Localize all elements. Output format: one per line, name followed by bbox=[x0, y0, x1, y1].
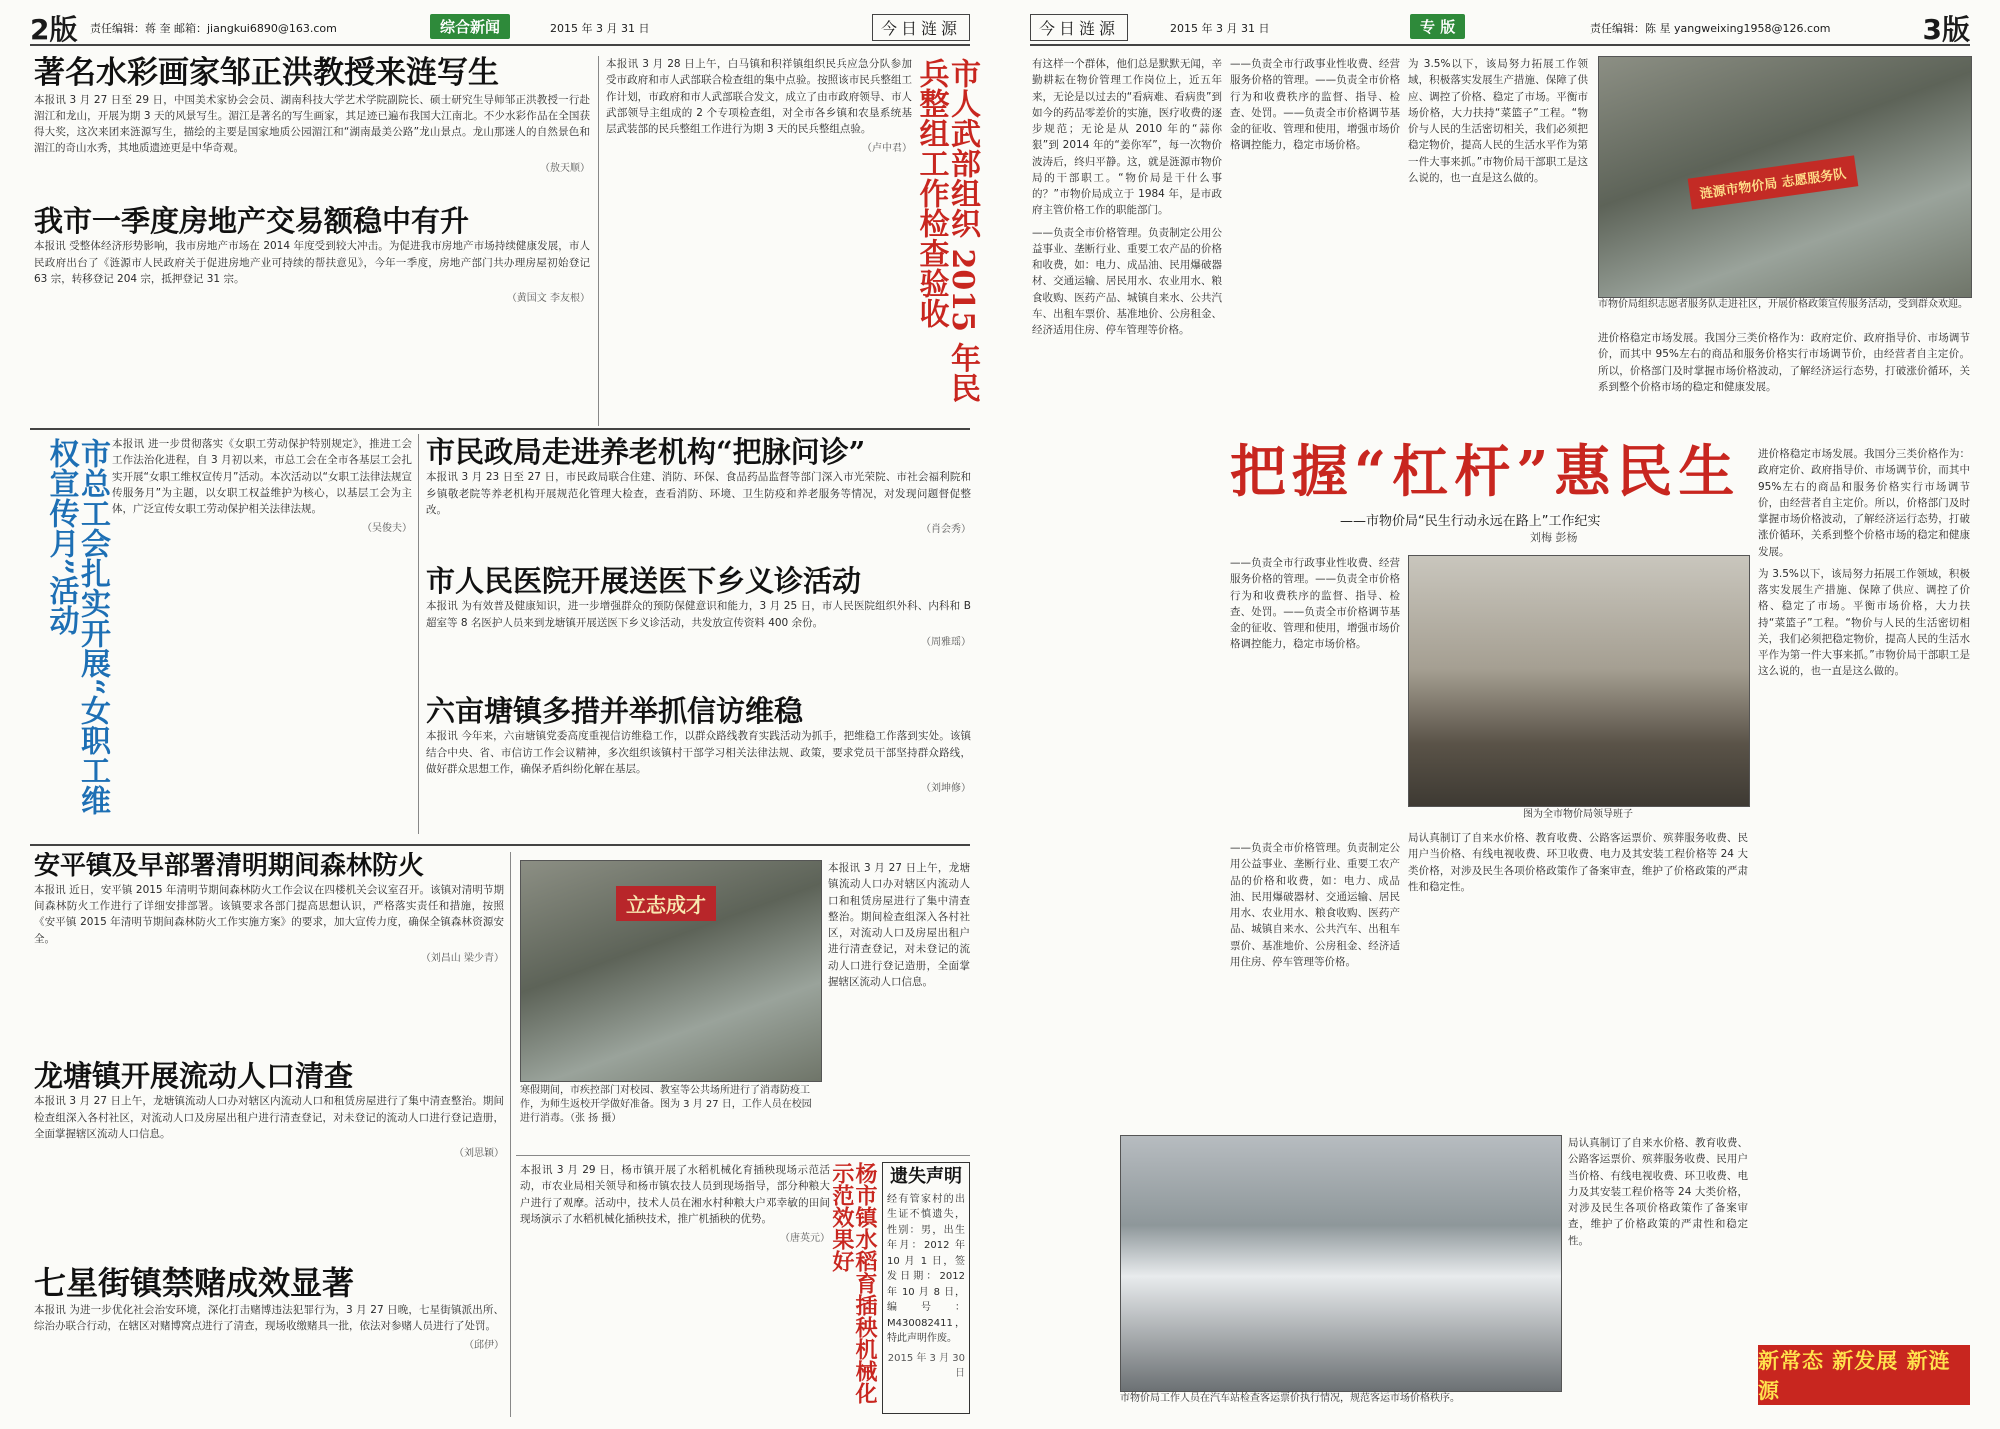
article-column-fill bbox=[828, 860, 970, 1150]
headline-author: 刘梅 彭杨 bbox=[1530, 531, 1578, 545]
yangshi-title: 杨市镇水稻育插秧机械化示范效果好 bbox=[828, 1162, 878, 1404]
page-number: 2版 bbox=[30, 13, 78, 46]
lost-notice-title: 遗失声明 bbox=[890, 1166, 962, 1187]
article-author: （唐英元） bbox=[780, 1233, 830, 1245]
price-bureau-column-6 bbox=[1758, 446, 1970, 1336]
price-bureau-column-3 bbox=[1408, 56, 1588, 436]
price-bureau-column-7 bbox=[1408, 830, 1748, 1130]
article-author: （刘坤修） bbox=[921, 783, 971, 795]
article-body: 本报讯 3 月 27 日至 29 日，中国美术家协会会员、湖南科技大学艺术学院副院长、硕士研究生导师邹正洪教授一行赴湄江和龙山，开展为期 3 天的风景写生。湄江是著名的写生画家，其足迹已遍布我国大江南北。不少水彩作品在全国获得大奖，这次来团来涟源写生，描绘的主要是国家地质公园湄江和“湖南最美公路”龙山景点。龙山那迷人的自然景色和湄江的奇山水秀，其地质遗迹更是中华奇观。 bbox=[34, 93, 590, 155]
price-bureau-column-2 bbox=[1230, 56, 1400, 436]
bus-caption: 市物价局工作人员在汽车站检查客运票价执行情况，规范客运市场价格秩序。 bbox=[1120, 1393, 1460, 1404]
left-page-header bbox=[30, 8, 970, 46]
column-divider bbox=[418, 434, 419, 834]
meeting-photo bbox=[1408, 555, 1750, 807]
article-author: （敖天顺） bbox=[540, 162, 590, 174]
price-bureau-column-9 bbox=[1568, 1135, 1748, 1420]
volunteers-caption: 市物价局组织志愿者服务队走进社区，开展价格政策宣传服务活动，受到群众欢迎。 bbox=[1598, 299, 1968, 310]
militia-title: 市人武部组织 2015 年民兵整组工作检查验收 bbox=[913, 58, 980, 403]
article-civil-affairs bbox=[426, 436, 971, 556]
article-title: 六亩塘镇多措并举抓信访维稳 bbox=[426, 695, 804, 728]
volunteers-banner: 涟源市物价局 志愿服务队 bbox=[1688, 155, 1858, 209]
headline-subtitle: ——市物价局“民生行动永远在路上”工作纪实 bbox=[1340, 514, 1601, 530]
price-bureau-body-b2: ——负责全市价格管理。负责制定公用公益事业、垄断行业、重要工农产品的价格和收费，如：电力、成品油、民用爆破器材、交通运输、居民用水、农业用水、粮食收购、医药产品、城镇自来水、公共汽车、出租车票价、基准地价、公房租金、经济适用住房、停车管理等价格。 bbox=[1230, 842, 1400, 968]
horizontal-divider bbox=[516, 1155, 970, 1156]
article-author: （肖会秀） bbox=[921, 524, 971, 536]
price-bureau-headline bbox=[1230, 440, 1750, 550]
classroom-banner: 立志成才 bbox=[616, 886, 716, 921]
article-title: 龙塘镇开展流动人口清查 bbox=[34, 1060, 354, 1093]
price-bureau-column-8 bbox=[1230, 840, 1400, 1120]
article-qixing bbox=[34, 1265, 504, 1420]
article-body: 本报讯 3 月 23 日至 27 日，市民政局联合住建、消防、环保、食品药品监督等部门深入市光荣院、市社会福利院和乡镇敬老院等养老机构开展规范化管理大检查，查看消防、环境、卫生防疫和养老服务等情况，对发现问题督促整改。 bbox=[426, 471, 971, 516]
article-body: 本报讯 为进一步优化社会治安环境，深化打击赌博违法犯罪行为，3 月 27 日晚，七星街镇派出所、综治办联合行动，在辖区对赌博窝点进行了清查，现场收缴赌具一批，依法对参赌人员进行了处罚。 bbox=[34, 1303, 504, 1333]
article-hospital bbox=[426, 565, 971, 685]
article-author: （周雅瑶） bbox=[921, 636, 971, 648]
article-real-estate bbox=[34, 205, 590, 420]
newspaper-brand: 今日涟源 bbox=[872, 14, 970, 41]
article-author: （刘昌山 梁少青） bbox=[420, 952, 504, 964]
price-bureau-body-b: ——负责全市价格管理。负责制定公用公益事业、垄断行业、重要工农产品的价格和收费，如：电力、成品油、民用爆破器材、交通运输、居民用水、农业用水、粮食收购、医药产品、城镇自来水、公共汽车、出租车票价、基准地价、公房租金、经济适用住房、停车管理等价格。 bbox=[1032, 226, 1222, 337]
section-label: 综合新闻 bbox=[430, 14, 510, 39]
classroom-caption: 寒假期间，市疾控部门对校园、教室等公共场所进行了消毒防疫工作，为师生返校开学做好准备。图为 3 月 27 日，工作人员在校园进行消毒。（张 扬 摄） bbox=[520, 1085, 812, 1124]
article-anping bbox=[34, 852, 504, 1052]
price-bureau-body-e2: 局认真制订了自来水价格、教育收费、公路客运票价、殡葬服务收费、民用户当价格、有线电视收费、环卫收费、电力及其安装工程价格等 24 大类价格，对涉及民生各项价格政策作了备案审查，维护了价格政策的严肃性和稳定性。 bbox=[1568, 1137, 1748, 1247]
article-body: 本报讯 3 月 28 日上午，白马镇和积祥镇组织民兵应急分队参加受市政府和市人武部联合检查组的集中点验。按照该市民兵整组工作计划，市政府和市人武部联合发文，成立了由市政府领导、市人武部领导主组成的 2 个专项检查组，对全市各乡镇和农垦系统基层武装部的民兵整组工作进行为期 3 天的民兵整组点验。 bbox=[606, 58, 912, 136]
article-author: （邱伊） bbox=[464, 1340, 504, 1352]
meeting-caption: 图为全市物价局领导班子 bbox=[1523, 809, 1633, 820]
article-author: （刘思颖） bbox=[454, 1148, 504, 1160]
article-title: 市人民医院开展送医下乡义诊活动 bbox=[426, 565, 862, 598]
headline-title: 把握“杠杆”惠民生 bbox=[1230, 440, 1741, 505]
right-page bbox=[1000, 0, 2000, 1429]
article-title: 七星街镇禁赌成效显著 bbox=[34, 1265, 355, 1302]
editor-info: 责任编辑：陈 星 yangweixing1958@126.com bbox=[1590, 22, 1831, 35]
price-bureau-body-c2: ——负责全市行政事业性收费、经营服务价格的管理。——负责全市价格行为和收费秩序的监督、指导、检查、处罚。——负责全市价格调节基金的征收、管理和使用，增强市场价格调控能力，稳定市场价格。 bbox=[1230, 557, 1400, 651]
article-militia bbox=[606, 56, 912, 421]
article-author: （吴俊夫） bbox=[362, 523, 412, 535]
article-liumutang bbox=[426, 695, 971, 835]
article-body: 本报讯 近日，安平镇 2015 年清明节期间森林防火工作会议在四楼机关会议室召开。该镇对清明节期间森林防火工作进行了详细安排部署。该镇要求各部门提高思想认识，严格落实责任和措施，按照《安平镇 2015 年清明节期间森林防火工作实施方案》的要求，加大宣传力度，确保全镇森林资源安全。 bbox=[34, 883, 504, 945]
women-workers-title: 市总工会扎实开展“女职工维权宣传月”活动 bbox=[43, 438, 110, 816]
article-title: 市民政局走进养老机构“把脉问诊” bbox=[426, 436, 866, 469]
article-body: 本报讯 3 月 27 日上午，龙塘镇流动人口办对辖区内流动人口和租赁房屋进行了集中清查整治。期间检查组深入各村社区，对流动人口及房屋出租户进行清查登记，对未登记的流动人口进行登记造册，全面掌握辖区流动人口信息。 bbox=[34, 1095, 504, 1140]
price-bureau-body-c: ——负责全市行政事业性收费、经营服务价格的管理。——负责全市价格行为和收费秩序的监督、指导、检查、处罚。——负责全市价格调节基金的征收、管理和使用，增强市场价格调控能力，稳定市场价格。 bbox=[1230, 58, 1400, 152]
column-divider bbox=[598, 56, 599, 426]
lost-notice bbox=[882, 1162, 970, 1414]
price-bureau-column-4 bbox=[1598, 330, 1970, 440]
article-title: 安平镇及早部署清明期间森林防火 bbox=[34, 852, 425, 881]
bus-photo bbox=[1120, 1135, 1562, 1392]
price-bureau-body-d2: 进价格稳定市场发展。我国分三类价格作为：政府定价、政府指导价、市场调节价，而其中 95%左右的商品和服务价格实行市场调节价，由经营者自主定价。所以，价格部门及时掌握市场价格波动，了解经济运行态势，打破涨价循环，关系到整个价格市场的稳定和健康发展。 bbox=[1758, 448, 1970, 558]
issue-date: 2015 年 3 月 31 日 bbox=[1170, 22, 1270, 35]
right-page-header bbox=[1030, 8, 1970, 46]
editor-info: 责任编辑：蒋 奎 邮箱：jiangkui6890@163.com bbox=[90, 22, 337, 35]
price-bureau-body-f: 为 3.5%以下，该局努力拓展工作领域，积极落实发展生产措施、保障了供应、调控了价格、稳定了市场。平衡市场价格，大力扶持“菜篮子”工程。“物价与人民的生活密切相关，我们必须把稳定物价，提高人民的生活水平作为第一件大事来抓。”市物价局干部职工是这么说的，也一直是这么做的。 bbox=[1408, 58, 1588, 184]
article-body: 本报讯 今年来，六亩塘镇党委高度重视信访维稳工作，以群众路线教育实践活动为抓手，把维稳工作落到实处。该镇结合中央、省、市信访工作会议精神，多次组织该镇村干部学习相关法律法规、政策，要求党员干部坚持群众路线，做好群众思想工作，确保矛盾纠纷化解在基层。 bbox=[426, 730, 971, 775]
classroom-photo bbox=[520, 860, 822, 1082]
article-body: 本报讯 受整体经济形势影响，我市房地产市场在 2014 年度受到较大冲击。为促进我市房地产市场持续健康发展，市人民政府出台了《涟源市人民政府关于促进房地产业可持续的帮扶意见》，今年一季度，房地产部门共办理房屋初始登记 63 宗，转移登记 204 宗，抵押登记 31 宗。 bbox=[34, 240, 590, 285]
article-title: 著名水彩画家邹正洪教授来涟写生 bbox=[34, 56, 499, 91]
column-divider bbox=[510, 852, 511, 1417]
price-bureau-body-f2: 为 3.5%以下，该局努力拓展工作领域，积极落实发展生产措施、保障了供应、调控了价格、稳定了市场。平衡市场价格，大力扶持“菜篮子”工程。“物价与人民的生活密切相关，我们必须把稳定物价，提高人民的生活水平作为第一件大事来抓。”市物价局干部职工是这么说的，也一直是这么做的。 bbox=[1758, 567, 1970, 678]
article-body: 本报讯 为有效普及健康知识，进一步增强群众的预防保健意识和能力，3 月 25 日，市人民医院组织外科、内科和 B 超室等 8 名医护人员来到龙塘镇开展送医下乡义诊活动，共发放宣传资料 400 余份。 bbox=[426, 600, 971, 629]
article-author: （黄国文 李友根） bbox=[506, 293, 590, 305]
horizontal-divider bbox=[30, 844, 970, 846]
article-zou-zhenglong bbox=[34, 56, 590, 196]
price-bureau-body-e: 局认真制订了自来水价格、教育收费、公路客运票价、殡葬服务收费、民用户当价格、有线电视收费、环卫收费、电力及其安装工程价格等 24 大类价格，对涉及民生各项价格政策作了备案审查，维护了价格政策的严肃性和稳定性。 bbox=[1408, 832, 1748, 893]
article-longtang bbox=[34, 1060, 504, 1255]
price-bureau-body-d: 进价格稳定市场发展。我国分三类价格作为：政府定价、政府指导价、市场调节价，而其中 95%左右的商品和服务价格实行市场调节价，由经营者自主定价。所以，价格部门及时掌握市场价格波动，了解经济运行态势，打破涨价循环，关系到整个价格市场的稳定和健康发展。 bbox=[1598, 332, 1970, 393]
volunteers-photo bbox=[1598, 56, 1972, 298]
newspaper-brand: 今日涟源 bbox=[1030, 14, 1128, 41]
article-body: 本报讯 3 月 29 日，杨市镇开展了水稻机械化育插秧现场示范活动，市农业局相关领导和杨市镇农技人员到现场指导，部分种粮大户进行了观摩。活动中，技术人员在湘水村种粮大户邓幸敏的田间现场演示了水稻机械化插秧技术，推广机插秧的优势。 bbox=[520, 1164, 830, 1225]
horizontal-divider bbox=[30, 428, 970, 430]
article-body: 本报讯 进一步贯彻落实《女职工劳动保护特别规定》，推进工会工作法治化进程，自 3 月初以来，市总工会在全市各基层工会扎实开展“女职工维权宣传月”活动。本次活动以“女职工法律法规宣传服务月”为主题，以女职工权益维护为核心，以基层工会为主体，广泛宣传女职工劳动保护相关法律法规。 bbox=[112, 438, 412, 516]
lost-notice-body: 经有管家村的出生证不慎遗失，性别：男，出生年月：2012 年 10 月 1 日，签发日期：2012 年 10 月 8 日，编号：M430082411，特此声明作废。 bbox=[887, 1193, 965, 1345]
slogan-banner bbox=[1758, 1345, 1970, 1405]
article-title: 我市一季度房地产交易额稳中有升 bbox=[34, 205, 470, 238]
article-author: （卢中君） bbox=[862, 143, 912, 155]
lost-notice-date: 2015 年 3 月 30 日 bbox=[887, 1352, 965, 1379]
article-body-continued: 本报讯 3 月 27 日上午，龙塘镇流动人口办对辖区内流动人口和租赁房屋进行了集中清查整治。期间检查组深入各村社区，对流动人口及房屋出租户进行清查登记，对未登记的流动人口进行登记造册，全面掌握辖区流动人口信息。 bbox=[828, 862, 970, 988]
issue-date: 2015 年 3 月 31 日 bbox=[550, 22, 650, 35]
page-number: 3版 bbox=[1922, 13, 1970, 46]
price-bureau-column-5 bbox=[1230, 555, 1400, 835]
article-yangshi bbox=[520, 1162, 830, 1417]
slogan-text: 新常态 新发展 新涟源 bbox=[1758, 1348, 1951, 1403]
section-label: 专 版 bbox=[1410, 14, 1465, 39]
article-women-workers bbox=[112, 436, 412, 836]
price-bureau-body-a: 有这样一个群体，他们总是默默无闻，辛勤耕耘在物价管理工作岗位上，近五年来，无论是以过去的“看病难、看病贵”到如今的药品零差价的实施，医疗收费的逐步规范；无论是从 2010 年的“蒜你狠”到 2014 年的“姜你军”，每一次物价波涛后，终归平静。这，就是涟源市物价局的干部职工。“物价局是干什么事的？”市物价局成立于 1984 年，是市政府主管价格工作的职能部门。 bbox=[1032, 58, 1222, 217]
